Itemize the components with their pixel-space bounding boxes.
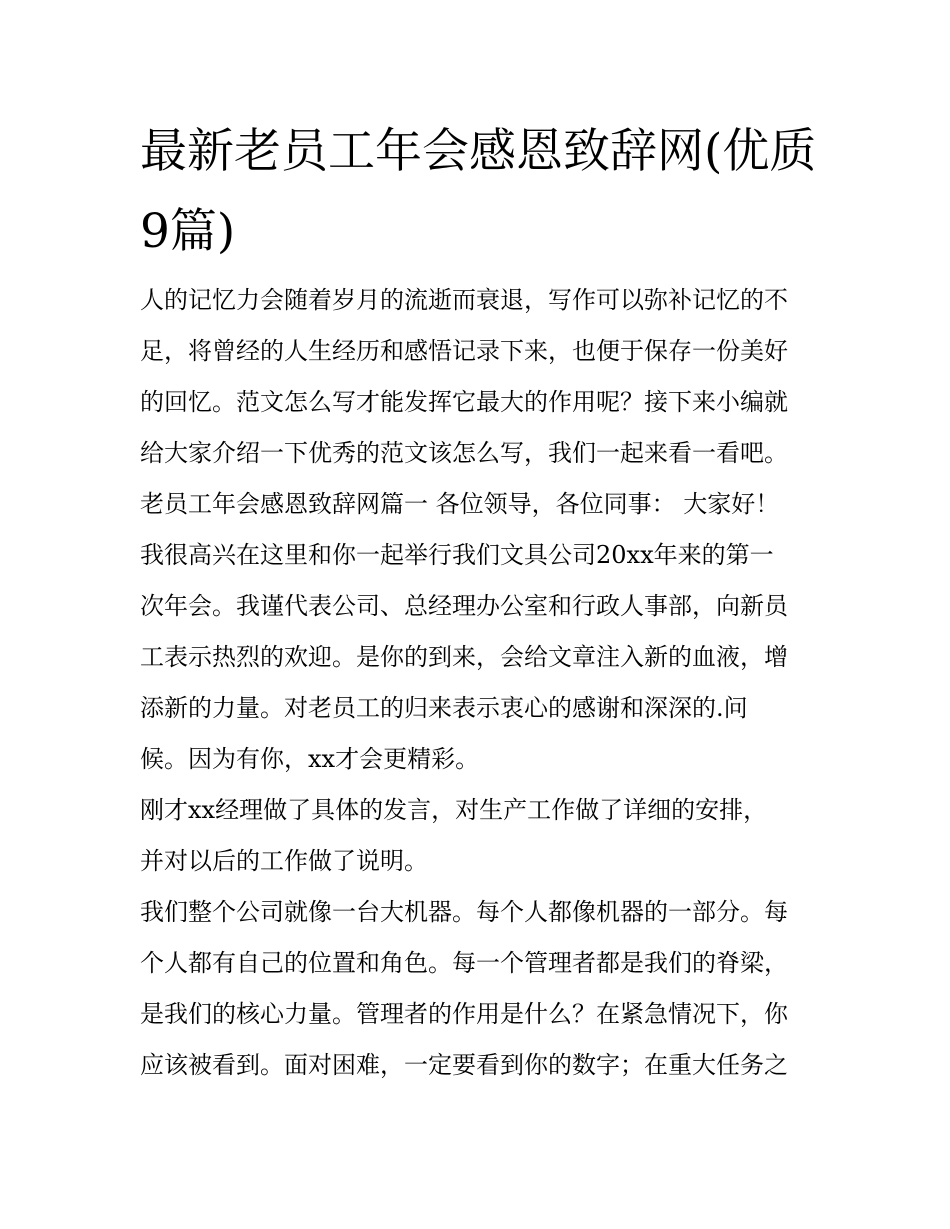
body-line: 是我们的核心力量。管理者的作用是什么？在紧急情况下，你: [140, 1000, 788, 1028]
body-line: 人的记忆力会随着岁月的流逝而衰退，写作可以弥补记忆的不: [140, 286, 788, 314]
body-line: 应该被看到。面对困难，一定要看到你的数字；在重大任务之: [140, 1051, 788, 1079]
body-line: 我很高兴在这里和你一起举行我们文具公司20xx年来的第一: [140, 541, 774, 569]
body-line: 老员工年会感恩致辞网篇一 各位领导，各位同事： 大家好！: [140, 490, 780, 518]
body-line: 给大家介绍一下优秀的范文该怎么写，我们一起来看一看吧。: [140, 439, 788, 467]
body-line: 刚才xx经理做了具体的发言，对生产工作做了详细的安排，: [140, 796, 768, 824]
body-line: 的回忆。范文怎么写才能发挥它最大的作用呢？接下来小编就: [140, 388, 788, 416]
body-line: 添新的力量。对老员工的归来表示衷心的感谢和深深的.问: [140, 694, 748, 722]
body-line: 工表示热烈的欢迎。是你的到来，会给文章注入新的血液，增: [140, 643, 788, 671]
body-line: 我们整个公司就像一台大机器。每个人都像机器的一部分。每: [140, 898, 788, 926]
body-line: 次年会。我谨代表公司、总经理办公室和行政人事部，向新员: [140, 592, 788, 620]
body-line: 并对以后的工作做了说明。: [140, 847, 428, 875]
body-line: 足，将曾经的人生经历和感悟记录下来，也便于保存一份美好: [140, 337, 788, 365]
body-line: 候。因为有你，xx才会更精彩。: [140, 745, 480, 773]
document-title: 最新老员工年会感恩致辞网(优质9篇): [140, 124, 817, 259]
body-line: 个人都有自己的位置和角色。每一个管理者都是我们的脊梁，: [140, 949, 788, 977]
